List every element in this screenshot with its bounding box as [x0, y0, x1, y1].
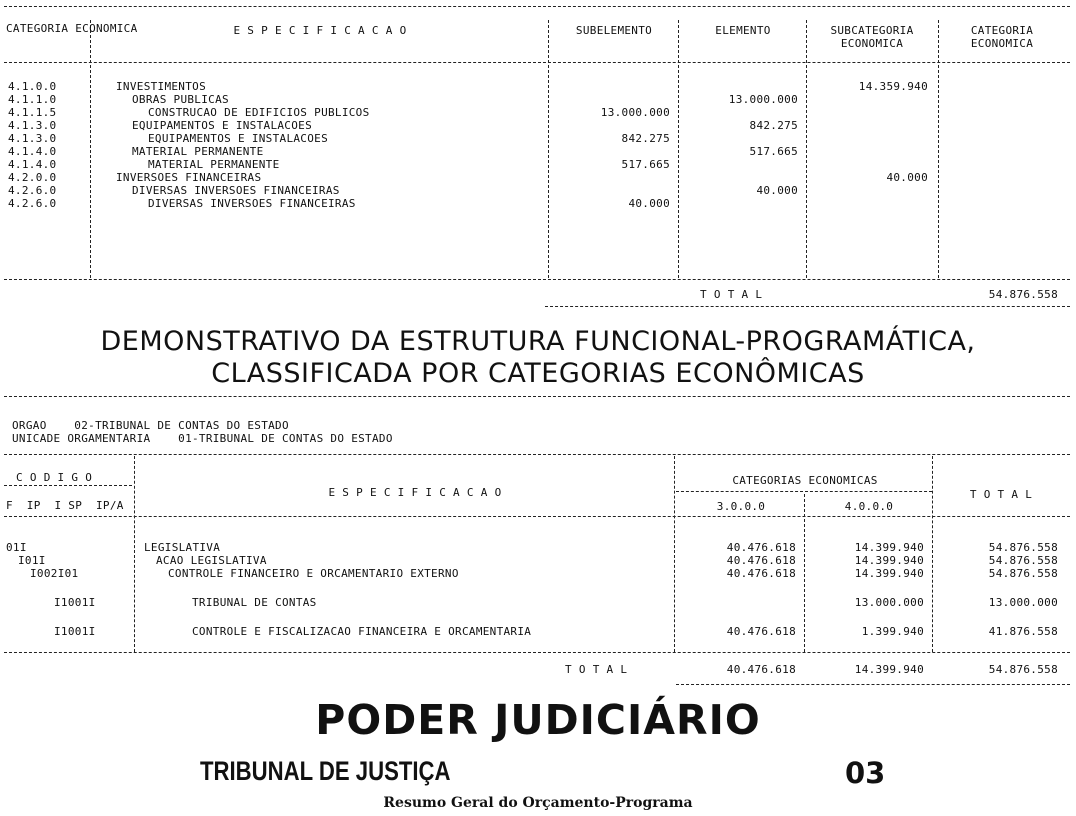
total-value: 54.876.558 [988, 288, 1058, 301]
header-categoria-economica: CATEGORIA ECONOMICA [970, 24, 1034, 50]
row-description: DIVERSAS INVERSOES FINANCEIRAS [132, 184, 340, 197]
row-description: CONTROLE E FISCALIZACAO FINANCEIRA E ORCAMENTARIA [192, 625, 532, 638]
row-subelemento: 40.000 [628, 197, 670, 210]
header-cat1: 3.0.0.0 [716, 500, 766, 513]
header-categoria: CATEGORIA ECONOMICA [6, 22, 138, 35]
codigo-subheader: F IP I SP IP/A [6, 499, 124, 512]
row-code: 4.1.3.0 [8, 132, 57, 145]
row-elemento: 517.665 [749, 145, 798, 158]
row-description: OBRAS PUBLICAS [132, 93, 229, 106]
row-cat1: 40.476.618 [726, 541, 796, 554]
total-label-2: T O T A L [565, 663, 628, 676]
row-total: 13.000.000 [988, 596, 1058, 609]
orgao-label: ORGAO 02-TRIBUNAL DE CONTAS DO ESTADO [12, 419, 289, 432]
row-description: INVESTIMENTOS [116, 80, 206, 93]
total-cat2: 14.399.940 [854, 663, 924, 676]
row-code: 4.1.1.5 [8, 106, 57, 119]
row-cat1: 40.476.618 [726, 625, 796, 638]
row-description: LEGISLATIVA [144, 541, 221, 554]
row-cat1: 40.476.618 [726, 554, 796, 567]
row-code: I01I [18, 554, 46, 567]
row-cat2: 14.399.940 [854, 541, 924, 554]
row-description: EQUIPAMENTOS E INSTALACOES [132, 119, 312, 132]
subsection-heading: TRIBUNAL DE JUSTIÇA [200, 756, 451, 786]
row-code: I1001I [54, 625, 96, 638]
header-subelemento: SUBELEMENTO [575, 24, 653, 37]
row-code: 4.1.3.0 [8, 119, 57, 132]
row-code: I1001I [54, 596, 96, 609]
row-code: 4.1.1.0 [8, 93, 57, 106]
row-code: 4.1.4.0 [8, 145, 57, 158]
header-elemento: ELEMENTO [715, 24, 771, 37]
row-description: INVERSOES FINANCEIRAS [116, 171, 262, 184]
row-subcategoria: 40.000 [886, 171, 928, 184]
page-title-line2: CLASSIFICADA POR CATEGORIAS ECONÔMICAS [211, 358, 865, 389]
total-cat1: 40.476.618 [726, 663, 796, 676]
header-especificacao: E S P E C I F I C A C A O [233, 24, 407, 37]
row-description: MATERIAL PERMANENTE [148, 158, 280, 171]
row-cat2: 1.399.940 [861, 625, 924, 638]
header-subcategoria: SUBCATEGORIA ECONOMICA [830, 24, 914, 50]
total-total: 54.876.558 [988, 663, 1058, 676]
section-number: 03 [845, 756, 886, 790]
row-code: I002I01 [30, 567, 79, 580]
row-code: 4.1.0.0 [8, 80, 57, 93]
row-elemento: 40.000 [756, 184, 798, 197]
row-total: 54.876.558 [988, 541, 1058, 554]
section-heading: PODER JUDICIÁRIO [315, 696, 761, 744]
header-especificacao-2: E S P E C I F I C A C A O [328, 486, 502, 499]
row-cat2: 13.000.000 [854, 596, 924, 609]
row-subelemento: 842.275 [621, 132, 670, 145]
row-description: TRIBUNAL DE CONTAS [192, 596, 317, 609]
codigo-header: C O D I G O [16, 471, 93, 484]
header-cat2: 4.0.0.0 [844, 500, 894, 513]
row-description: EQUIPAMENTOS E INSTALACOES [148, 132, 328, 145]
row-description: CONTROLE FINANCEIRO E ORCAMENTARIO EXTERNO [168, 567, 459, 580]
row-subelemento: 13.000.000 [600, 106, 670, 119]
row-description: DIVERSAS INVERSOES FINANCEIRAS [148, 197, 356, 210]
summary-caption: Resumo Geral do Orçamento-Programa [383, 795, 693, 811]
header-categorias: CATEGORIAS ECONOMICAS [732, 474, 878, 487]
row-cat2: 14.399.940 [854, 567, 924, 580]
row-cat1: 40.476.618 [726, 567, 796, 580]
header-total: T O T A L [969, 488, 1033, 501]
row-code: 4.1.4.0 [8, 158, 57, 171]
row-total: 54.876.558 [988, 554, 1058, 567]
row-code: 4.2.6.0 [8, 184, 57, 197]
row-cat2: 14.399.940 [854, 554, 924, 567]
row-code: 4.2.6.0 [8, 197, 57, 210]
row-total: 41.876.558 [988, 625, 1058, 638]
row-description: CONSTRUCAO DE EDIFICIOS PUBLICOS [148, 106, 370, 119]
row-code: 4.2.0.0 [8, 171, 57, 184]
row-elemento: 842.275 [749, 119, 798, 132]
row-subcategoria: 14.359.940 [858, 80, 928, 93]
row-subelemento: 517.665 [621, 158, 670, 171]
row-description: ACAO LEGISLATIVA [156, 554, 267, 567]
row-code: 01I [6, 541, 27, 554]
total-label: T O T A L [700, 288, 763, 301]
page-title-line1: DEMONSTRATIVO DA ESTRUTURA FUNCIONAL-PROGRAMÁTICA, [100, 326, 976, 357]
row-elemento: 13.000.000 [728, 93, 798, 106]
row-description: MATERIAL PERMANENTE [132, 145, 264, 158]
row-total: 54.876.558 [988, 567, 1058, 580]
unidade-label: UNICADE ORGAMENTARIA 01-TRIBUNAL DE CONTAS DO ESTADO [12, 432, 393, 445]
